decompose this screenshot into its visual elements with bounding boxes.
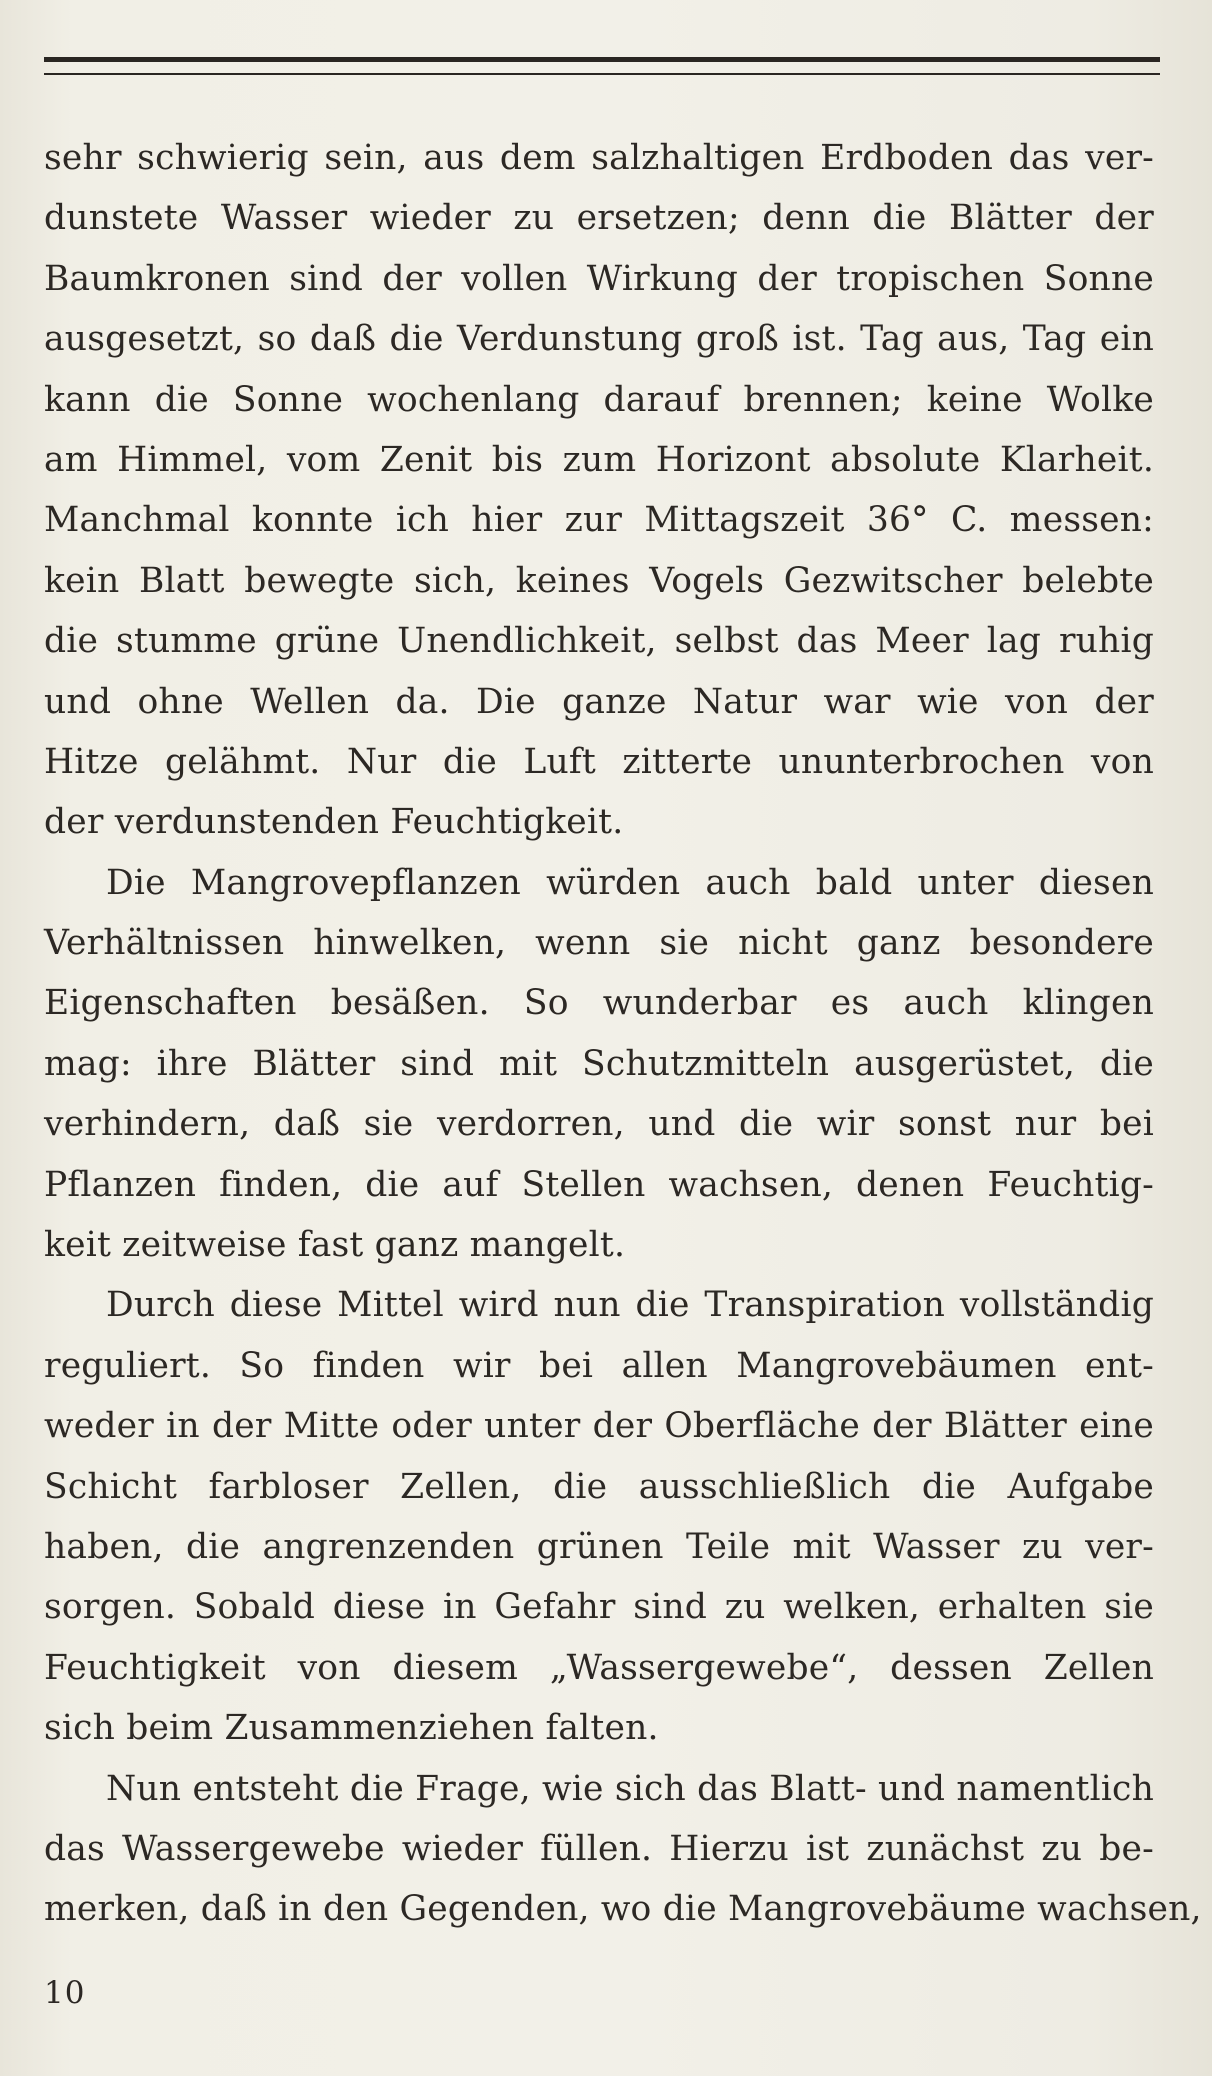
paragraph — [44, 1275, 1154, 1758]
text-line: Schicht farbloser Zellen, die ausschließlich die Aufgabe — [44, 1466, 1154, 1507]
text-line: sorgen. Sobald diese in Gefahr sind zu welken, erhalten sie — [44, 1587, 1154, 1628]
text-line: Feuchtigkeit von diesem „Wassergewebe“, dessen Zellen — [44, 1647, 1154, 1688]
page-number: 10 — [44, 1975, 86, 2011]
text-line: kann die Sonne wochenlang darauf brennen; keine Wolke — [44, 379, 1154, 420]
header-rule-thick — [44, 57, 1160, 62]
text-line: sich beim Zusammenziehen falten. — [44, 1708, 659, 1749]
paragraph — [44, 853, 1154, 1276]
text-line: Hitze gelähmt. Nur die Luft zitterte ununterbrochen von — [44, 741, 1154, 782]
text-line: reguliert. So finden wir bei allen Mangrovebäumen ent- — [44, 1345, 1154, 1386]
text-line: Durch diese Mittel wird nun die Transpiration vollständig — [106, 1285, 1154, 1326]
text-line: der verdunstenden Feuchtigkeit. — [44, 802, 624, 843]
text-line: das Wassergewebe wieder füllen. Hierzu ist zunächst zu be- — [44, 1828, 1154, 1869]
text-line: die stumme grüne Unendlichkeit, selbst das Meer lag ruhig — [44, 621, 1154, 662]
text-line: haben, die angrenzenden grünen Teile mit Wasser zu ver- — [44, 1526, 1154, 1567]
text-line: Eigenschaften besäßen. So wunderbar es auch klingen — [44, 983, 1154, 1024]
paragraph — [44, 1759, 1202, 1940]
text-line: ausgesetzt, so daß die Verdunstung groß ist. Tag aus, Tag ein — [44, 319, 1154, 360]
text-line: sehr schwierig sein, aus dem salzhaltigen Erdboden das ver- — [44, 138, 1154, 178]
body-text — [44, 128, 1202, 1940]
text-line: verhindern, daß sie verdorren, und die wir sonst nur bei — [44, 1104, 1154, 1145]
text-line: Baumkronen sind der vollen Wirkung der tropischen Sonne — [44, 258, 1154, 299]
text-line: mag: ihre Blätter sind mit Schutzmitteln ausgerüstet, die — [44, 1043, 1154, 1084]
text-line: Die Mangrovepflanzen würden auch bald unter diesen — [106, 862, 1154, 903]
text-line: keit zeitweise fast ganz mangelt. — [44, 1225, 626, 1266]
text-line: Verhältnissen hinwelken, wenn sie nicht ganz besondere — [44, 923, 1154, 964]
text-line: am Himmel, vom Zenit bis zum Horizont absolute Klarheit. — [44, 439, 1154, 480]
text-line: merken, daß in den Gegenden, wo die Mangrovebäume wachsen, — [44, 1889, 1202, 1930]
paragraph — [44, 128, 1154, 853]
text-line: Manchmal konnte ich hier zur Mittagszeit 36° C. messen: — [44, 500, 1154, 541]
text-line: Pflanzen finden, die auf Stellen wachsen, denen Feuchtig- — [44, 1164, 1154, 1205]
text-line: und ohne Wellen da. Die ganze Natur war wie von der — [44, 681, 1154, 722]
text-line: weder in der Mitte oder unter der Oberfläche der Blätter eine — [44, 1406, 1154, 1447]
header-rule-thin — [44, 73, 1160, 75]
text-line: dunstete Wasser wieder zu ersetzen; denn die Blätter der — [44, 198, 1154, 239]
text-line: kein Blatt bewegte sich, keines Vogels Gezwitscher belebte — [44, 560, 1154, 601]
text-line: Nun entsteht die Frage, wie sich das Blatt- und namentlich — [106, 1768, 1154, 1809]
